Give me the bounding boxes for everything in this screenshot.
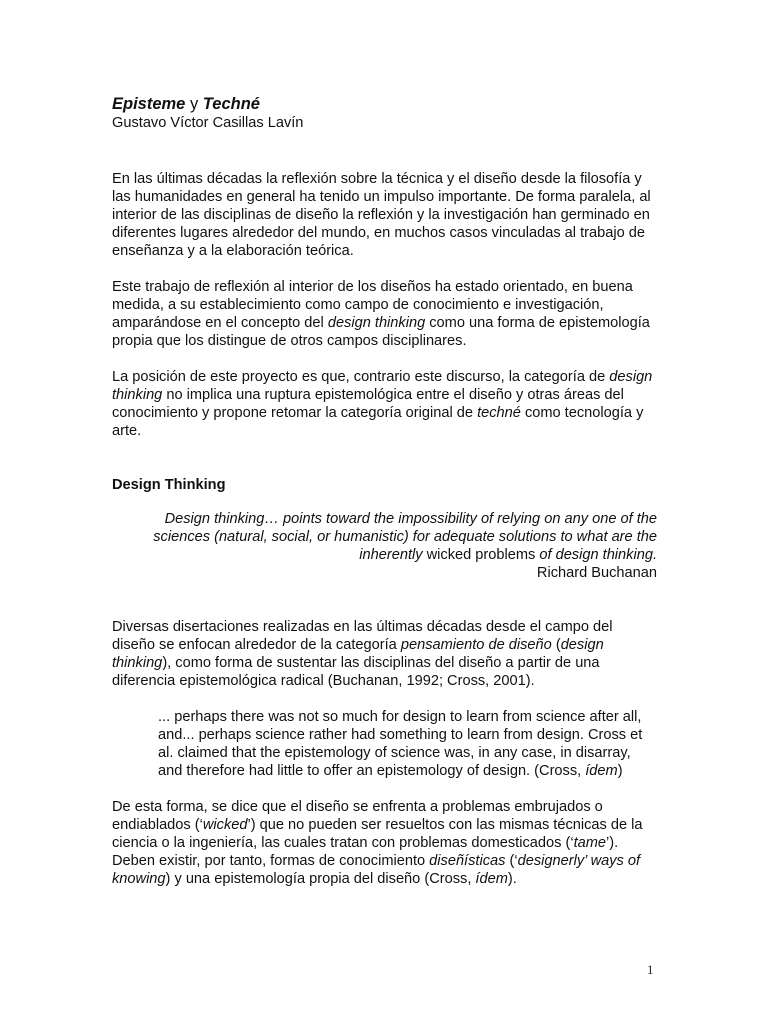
paragraph-text: no implica una ruptura epistemológica entre el diseño y otras áreas del conocimiento y propone retomar la categoría original de [112,387,624,421]
paragraph-italic-term: techné [477,405,521,421]
paragraph-italic-term: designerly’ ways of knowing [112,853,641,887]
title-connector: y [185,95,203,113]
paragraph-italic-term: ídem [475,871,508,887]
epigraph-quote [112,510,657,564]
quote-text: ... perhaps there was not so much for design to learn from science after all, and... perhaps science rather had something to learn from design. Cross et al. claimed that the epistemology of science was, in any case, in disarray, and therefore had little to offer an epistemology of design. (Cross, [158,709,643,779]
page-number: 1 [647,962,654,977]
section-heading: Design Thinking [112,477,226,493]
block-quote [158,708,658,780]
body-paragraph-5 [112,798,657,888]
epigraph-text: Design thinking… points toward the impossibility of relying on any one of the sciences (natural, social, or humanistic) for adequate solutions to what are the inherently [153,511,657,563]
body-paragraph-4 [112,618,657,690]
paragraph-text: ). [507,871,517,887]
paragraph-italic-term: wicked [202,817,248,833]
paragraph-italic-term: tame [573,835,607,851]
quote-text: ) [617,763,623,779]
epigraph-upright-text: wicked problems [426,547,536,563]
paragraph-text: Este trabajo de reflexión al interior de los diseños ha estado orientado, en buena medida, a su establecimiento como campo de conocimiento e investigación, amparándose en el concepto del [112,279,633,331]
paragraph-text: En las últimas décadas la reflexión sobre la técnica y el diseño desde la filosofía y las humanidades en general ha tenido un impulso importante. De forma paralela, al interior de las disciplinas de diseño la reflexión y la investigación han germinado en diferentes lugares alrededor del mundo, en muchos casos vinculadas al trabajo de enseñanza y a la elaboración teórica. [112,171,651,259]
paragraph-text: como tecnología y arte. [112,405,644,439]
paragraph-text: como una forma de epistemología propia que los distingue de otros campos disciplinares. [112,315,650,349]
intro-paragraph-1 [112,170,657,260]
paragraph-italic-term: design thinking [112,637,604,671]
paragraph-text: ’). Deben existir, por tanto, formas de conocimiento [112,835,619,869]
title-techne: Techné [202,95,260,113]
intro-paragraph-2 [112,278,657,350]
epigraph-author: Richard Buchanan [536,565,657,581]
paragraph-italic-term: pensamiento de diseño [400,637,552,653]
paragraph-italic-term: diseñísticas [429,853,506,869]
paragraph-text: ’) que no pueden ser resueltos con las mismas técnicas de la ciencia o la ingeniería, las cuales tratan con problemas domesticados (‘ [112,817,643,851]
document-author: Gustavo Víctor Casillas Lavín [112,115,304,131]
paragraph-text: ( [551,637,561,653]
paragraph-text: (‘ [505,853,518,869]
paragraph-italic-term: design thinking [327,315,426,331]
paragraph-text: La posición de este proyecto es que, contrario este discurso, la categoría de [112,369,610,385]
paragraph-text: ), como forma de sustentar las disciplinas del diseño a partir de una diferencia epistemológica radical (Buchanan, 1992; Cross, 2001). [112,655,600,689]
title-episteme: Episteme [112,95,186,113]
paragraph-text: De esta forma, se dice que el diseño se enfrenta a problemas embrujados o endiablados (‘ [112,799,603,833]
document-title [112,94,657,114]
paragraph-text: Diversas disertaciones realizadas en las últimas décadas desde el campo del diseño se enfocan alrededor de la categoría [112,619,613,653]
page-content [112,94,657,906]
quote-italic-term: ídem [585,763,618,779]
paragraph-italic-term: design thinking [112,369,653,403]
paragraph-text: ) y una epistemología propia del diseño (Cross, [165,871,476,887]
intro-paragraph-3 [112,368,657,440]
epigraph-text: of design thinking. [535,547,657,563]
